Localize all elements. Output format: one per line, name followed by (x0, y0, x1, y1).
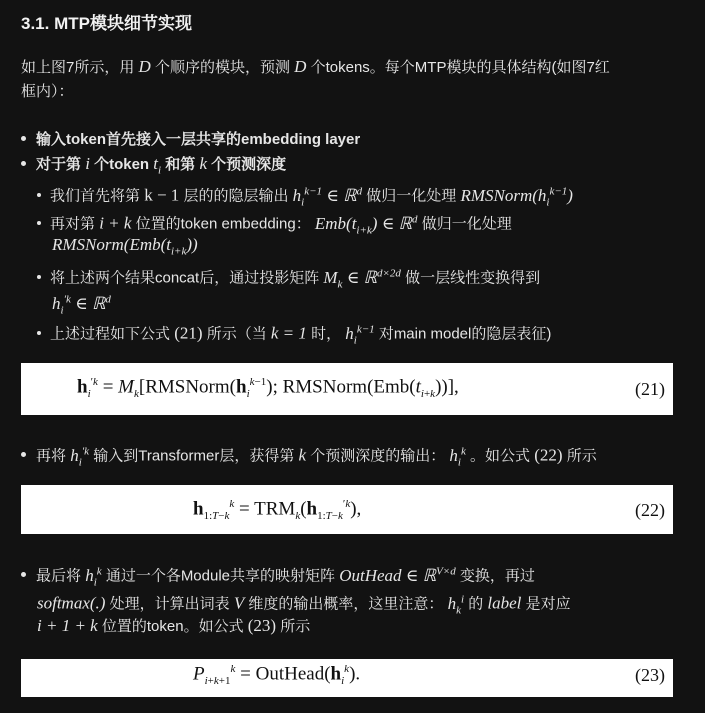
equation-21: $h_i^{'k}$ = $M_k[RMSNorm(h_i^{k-1})$; $RMSNorm(Emb(t_{i+k}))$], (77, 376, 459, 401)
math-t-i: $t_i$ (153, 154, 162, 177)
subbullet-formula-ref: 上述过程如下公式 (21) 所示（当 k = 1 时， $h_i^{k-1}$ 对main model的隐层表征) (37, 318, 551, 351)
bullet-outhead-cont1: softmax(.) 处理，计算出词表 V 维度的输出概率，这里注意： $h_k^i$ 的 label 是对应 (37, 593, 571, 617)
equation-22-number: (22) (635, 500, 665, 520)
bullet-outhead: 最后将 $h_i^k$ 通过一个各Module共享的映射矩阵 OutHead ∈ ℝ$^{V\times d}$ 变换，再过 (21, 560, 535, 593)
subbullet-projection: 将上述两个结果concat后，通过投影矩阵 $M_k$ ∈ ℝ$^{d\times 2d}$ 做一层线性变换得到 (37, 262, 540, 295)
intro-line-1 (21, 56, 610, 79)
intro-text: 如上图7所示，用 (21, 59, 135, 76)
bullet-dot (21, 136, 26, 141)
section-heading: 3.1. MTP模块细节实现 (21, 14, 192, 33)
intro-line-2: 框内）： (21, 83, 74, 100)
math-D: D (294, 57, 307, 76)
bullet-dot (37, 331, 41, 335)
subbullet-rmsnorm-hidden: 我们首先将第 k − 1 层的的隐层输出 $h_i^{k-1}$ ∈ ℝ$^d$ 做归一化处理 $RMSNorm(h_i^{k-1})$ (37, 180, 573, 213)
equation-21-box (21, 363, 673, 415)
equation-21-number: (21) (635, 379, 665, 399)
intro-text: 个tokens。每个MTP模块的具体结构(如图7红 (310, 59, 610, 76)
bullet-embedding (21, 129, 360, 151)
subbullet-projection-cont: $h_i^{'k}$ ∈ ℝ$^d$ (52, 293, 111, 317)
equation-23-number: (23) (635, 665, 665, 685)
bullet-dot (21, 572, 26, 577)
bullet-dot (37, 193, 41, 197)
intro-text: 个顺序的模块，预测 (154, 59, 290, 76)
math-D: D (138, 57, 151, 76)
bullet-prediction-depth (21, 153, 286, 181)
equation-23: $P_{i+k+1}^k$ = $OutHead(h_i^k)$. (193, 663, 361, 688)
bullet-dot (21, 452, 26, 457)
math-i: i (85, 154, 90, 173)
subbullet-rmsnorm-emb: 再对第 i + k 位置的token embedding： $Emb(t_{i+k})$ ∈ ℝ$^d$ 做归一化处理 (37, 208, 512, 241)
bullet-text: 个token (94, 156, 150, 173)
equation-23-box (21, 659, 673, 697)
bullet-text: 个预测深度 (211, 156, 287, 173)
bullet-dot (37, 275, 41, 279)
equation-22-box (21, 485, 673, 534)
math-k: k (199, 154, 207, 173)
bullet-text: 和第 (165, 156, 196, 173)
bullet-dot (37, 221, 41, 225)
bullet-dot (21, 161, 26, 166)
equation-22: $h_{1:T-k}^k = TRM_k(h_{1:T-k}^{'k})$, (193, 498, 362, 523)
bullet-outhead-cont2: i + 1 + k 位置的token。如公式 (23) 所示 (37, 616, 311, 635)
bullet-text: 输入token首先接入一层共享的embedding layer (36, 131, 361, 148)
bullet-text: 对于第 (36, 156, 82, 173)
bullet-transformer: 再将 $h_i^{'k}$ 输入到Transformer层，获得第 k 个预测深度的输出： $h_i^k$ 。如公式 (22) 所示 (21, 440, 597, 473)
subbullet-rmsnorm-emb-cont: $RMSNorm(Emb(t_{i+k}))$ (52, 235, 198, 258)
